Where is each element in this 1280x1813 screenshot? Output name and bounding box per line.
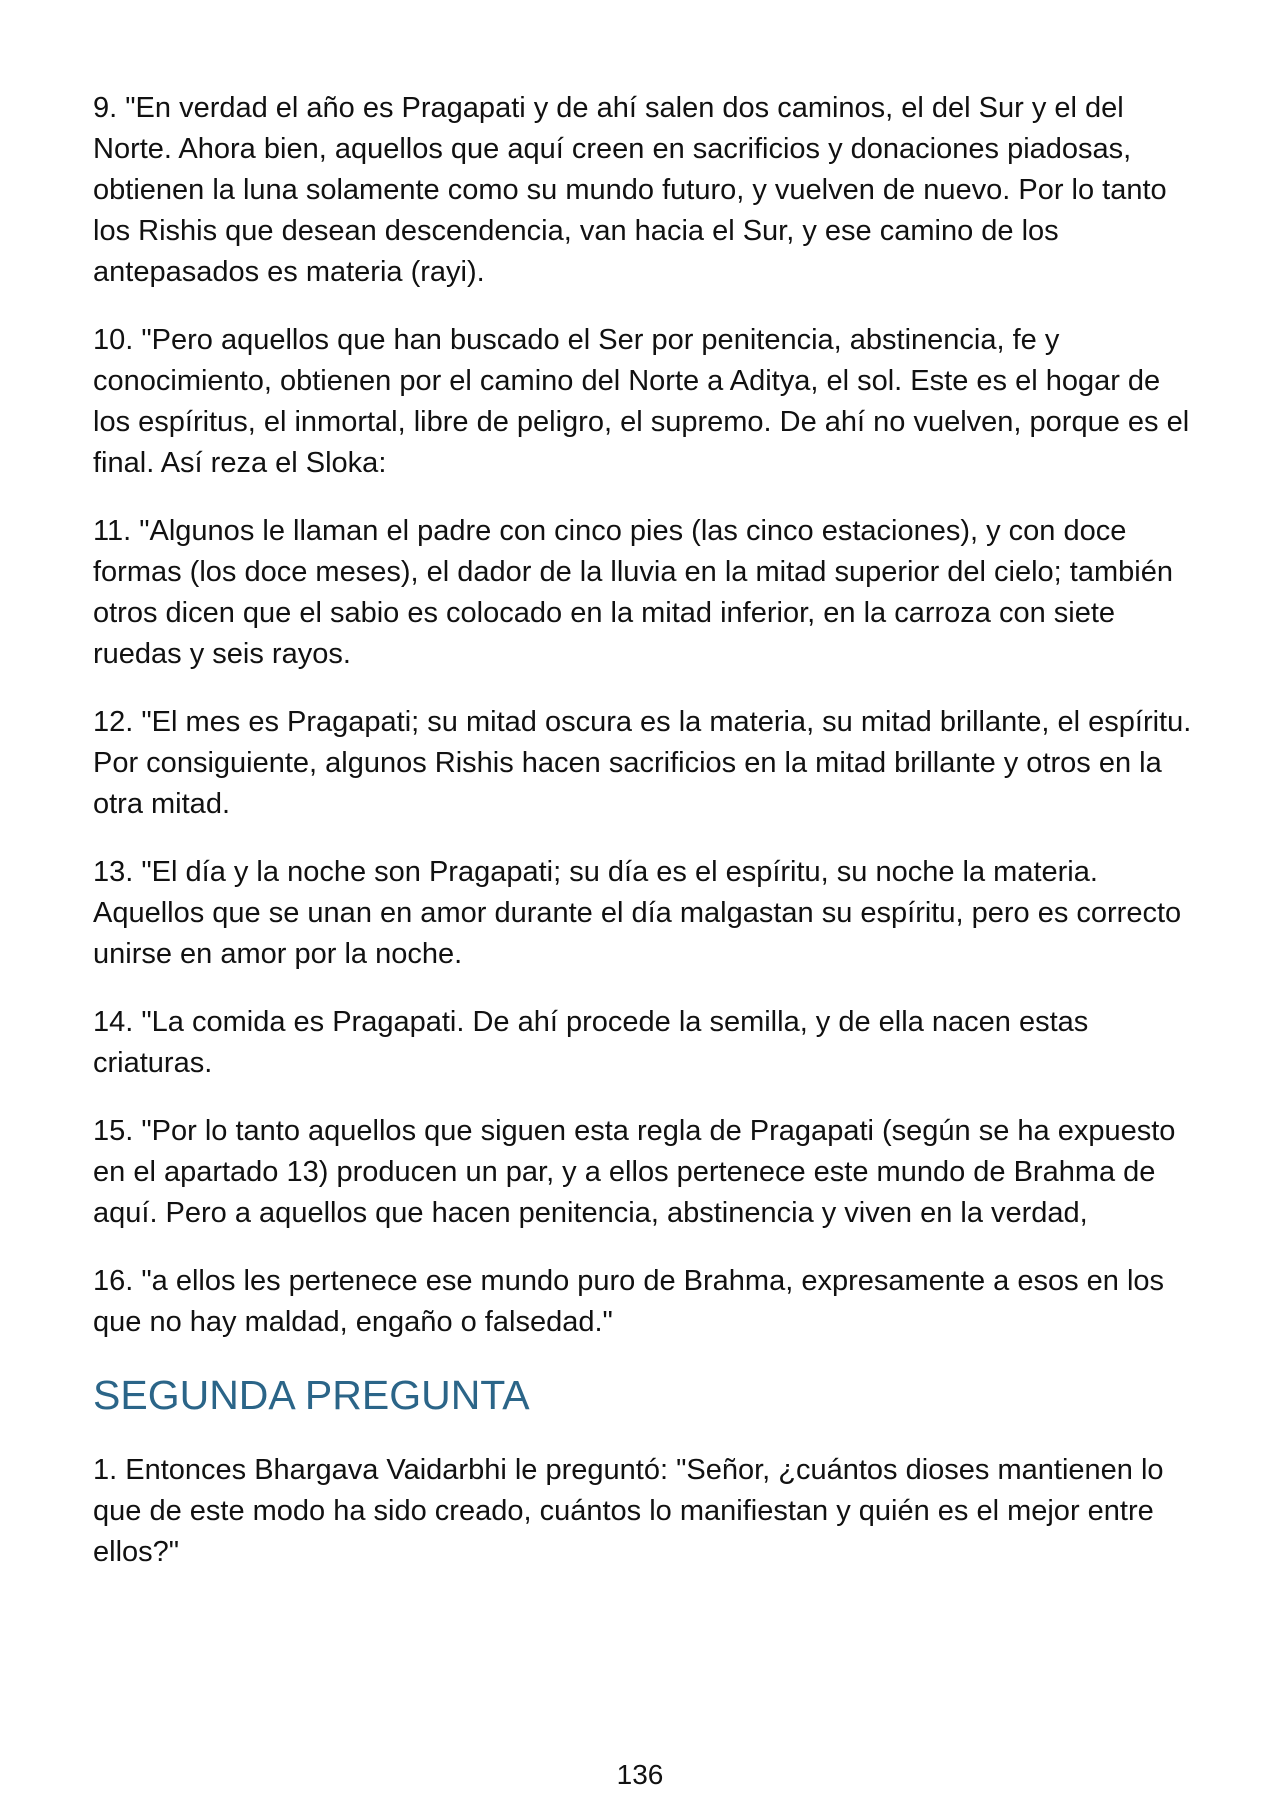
paragraph-9: 9. "En verdad el año es Pragapati y de ahí salen dos caminos, el del Sur y el del Norte. Ahora bien, aquellos que aquí creen en sacrificios y donaciones piadosas, obtienen la luna solamente como su mundo futuro, y vuelven de nuevo. Por lo tanto los Rishis que desean descendencia, van hacia el Sur, y ese camino de los antepasados es materia (rayi). [93, 92, 1167, 288]
paragraph-14: 14. "La comida es Pragapati. De ahí procede la semilla, y de ella nacen estas criaturas. [93, 1006, 1089, 1079]
paragraph-12: 12. "El mes es Pragapati; su mitad oscura es la materia, su mitad brillante, el espíritu. Por consiguiente, algunos Rishis hacen sacrificios en la mitad brillante y otros en la otra mitad. [93, 706, 1192, 820]
paragraph-13: 13. "El día y la noche son Pragapati; su día es el espíritu, su noche la materia. Aquellos que se unan en amor durante el día malgastan su espíritu, pero es correcto unirse en amor por la noche. [93, 856, 1182, 970]
paragraph-11: 11. "Algunos le llaman el padre con cinco pies (las cinco estaciones), y con doce formas (los doce meses), el dador de la lluvia en la mitad superior del cielo; también otros dicen que el sabio es colocado en la mitad inferior, en la carroza con siete ruedas y seis rayos. [93, 515, 1173, 670]
paragraph-10: 10. "Pero aquellos que han buscado el Ser por penitencia, abstinencia, fe y conocimiento, obtienen por el camino del Norte a Aditya, el sol. Este es el hogar de los espíritus, el inmortal, libre de peligro, el supremo. De ahí no vuelven, porque es el final. Así reza el Sloka: [93, 324, 1190, 479]
section-heading: SEGUNDA PREGUNTA [93, 1372, 530, 1418]
page-body [93, 88, 1203, 1600]
paragraph-16: 16. "a ellos les pertenece ese mundo puro de Brahma, expresamente a esos en los que no hay maldad, engaño o falsedad." [93, 1265, 1165, 1338]
paragraph-1-segunda: 1. Entonces Bhargava Vaidarbhi le preguntó: "Señor, ¿cuántos dioses mantienen lo que de este modo ha sido creado, cuántos lo manifiestan y quién es el mejor entre ellos?" [93, 1454, 1164, 1568]
paragraph-15: 15. "Por lo tanto aquellos que siguen esta regla de Pragapati (según se ha expuesto en el apartado 13) producen un par, y a ellos pertenece este mundo de Brahma de aquí. Pero a aquellos que hacen penitencia, abstinencia y viven en la verdad, [93, 1115, 1176, 1229]
page-number: 136 [616, 1759, 664, 1790]
